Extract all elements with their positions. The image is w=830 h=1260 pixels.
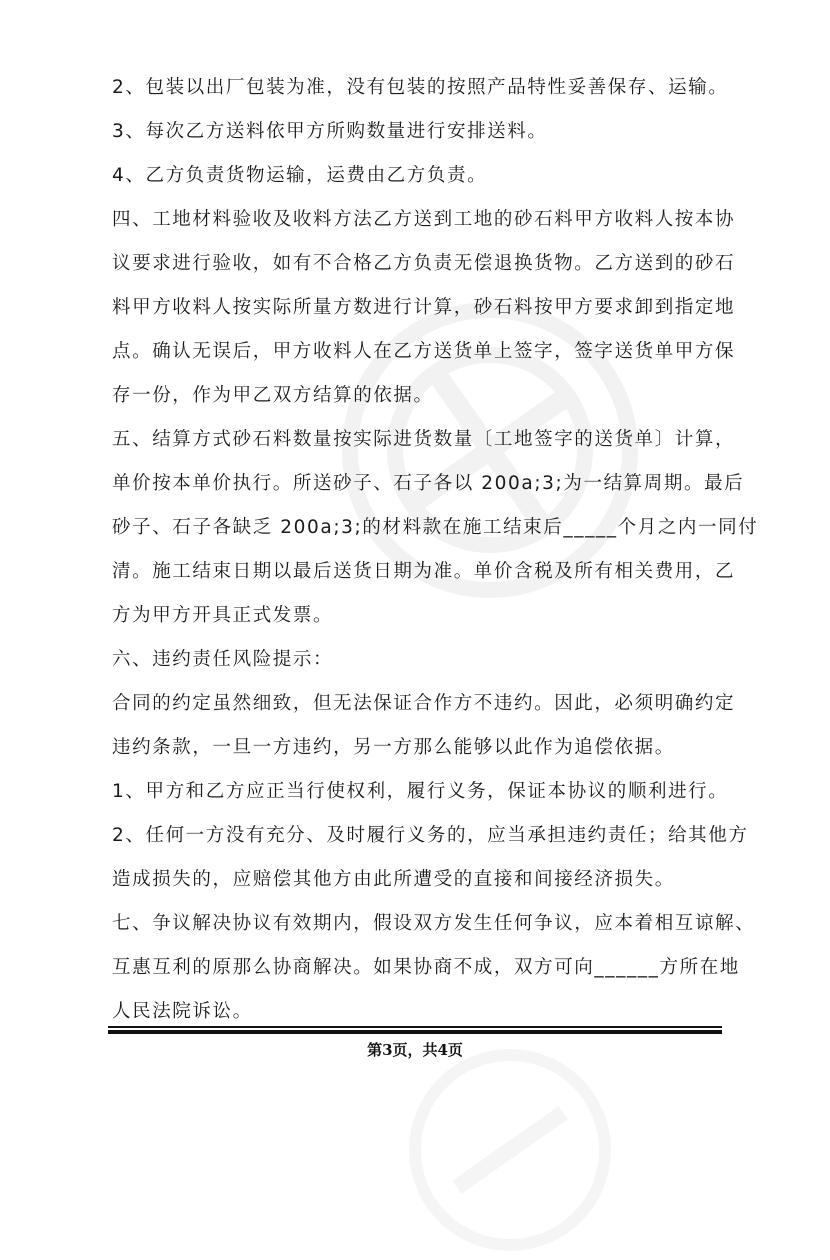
text-line: 互惠互利的原那么协商解决。如果协商不成，双方可向______方所在地 xyxy=(112,957,740,978)
text-line: 五、结算方式砂石料数量按实际进货数量〔工地签字的送货单〕计算， xyxy=(112,429,736,450)
text-line: 4、乙方负责货物运输，运费由乙方负责。 xyxy=(112,165,488,186)
footer-divider-thick xyxy=(108,1030,722,1034)
page-number: 第3页，共4页 xyxy=(367,1041,463,1059)
text-line: 造成损失的，应赔偿其他方由此所遭受的直接和间接经济损失。 xyxy=(112,869,675,890)
text-line: 点。确认无误后，甲方收料人在乙方送货单上签字，签字送货单甲方保 xyxy=(112,341,736,362)
watermark-logo-icon xyxy=(400,1040,620,1260)
text-line: 人民法院诉讼。 xyxy=(112,1001,253,1022)
text-line: 四、工地材料验收及收料方法乙方送到工地的砂石料甲方收料人按本协 xyxy=(112,209,736,230)
text-line: 料甲方收料人按实际所量方数进行计算，砂石料按甲方要求卸到指定地 xyxy=(112,297,736,318)
text-line: 单价按本单价执行。所送砂子、石子各以 200a;3;为一结算周期。最后 xyxy=(112,473,745,494)
text-line: 七、争议解决协议有效期内，假设双方发生任何争议，应本着相互谅解、 xyxy=(112,913,756,934)
text-line: 3、每次乙方送料依甲方所购数量进行安排送料。 xyxy=(112,121,548,142)
text-line: 砂子、石子各缺乏 200a;3;的材料款在施工结束后_____个月之内一同付 xyxy=(112,517,759,538)
text-line: 1、甲方和乙方应正当行使权利，履行义务，保证本协议的顺利进行。 xyxy=(112,781,729,802)
text-line: 2、任何一方没有充分、及时履行义务的，应当承担违约责任；给其他方 xyxy=(112,825,749,846)
text-line: 方为甲方开具正式发票。 xyxy=(112,605,334,626)
section-heading: 六、违约责任风险提示： xyxy=(112,649,334,670)
text-line: 合同的约定虽然细致，但无法保证合作方不违约。因此，必须明确约定 xyxy=(112,693,736,714)
text-line: 2、包装以出厂包装为准，没有包装的按照产品特性妥善保存、运输。 xyxy=(112,77,729,98)
text-line: 议要求进行验收，如有不合格乙方负责无偿退换货物。乙方送到的砂石 xyxy=(112,253,736,274)
text-line: 存一份，作为甲乙双方结算的依据。 xyxy=(112,385,434,406)
text-line: 违约条款，一旦一方违约，另一方那么能够以此作为追偿依据。 xyxy=(112,737,675,758)
text-line: 清。施工结束日期以最后送货日期为准。单价含税及所有相关费用，乙 xyxy=(112,561,736,582)
footer-divider xyxy=(108,1026,722,1028)
